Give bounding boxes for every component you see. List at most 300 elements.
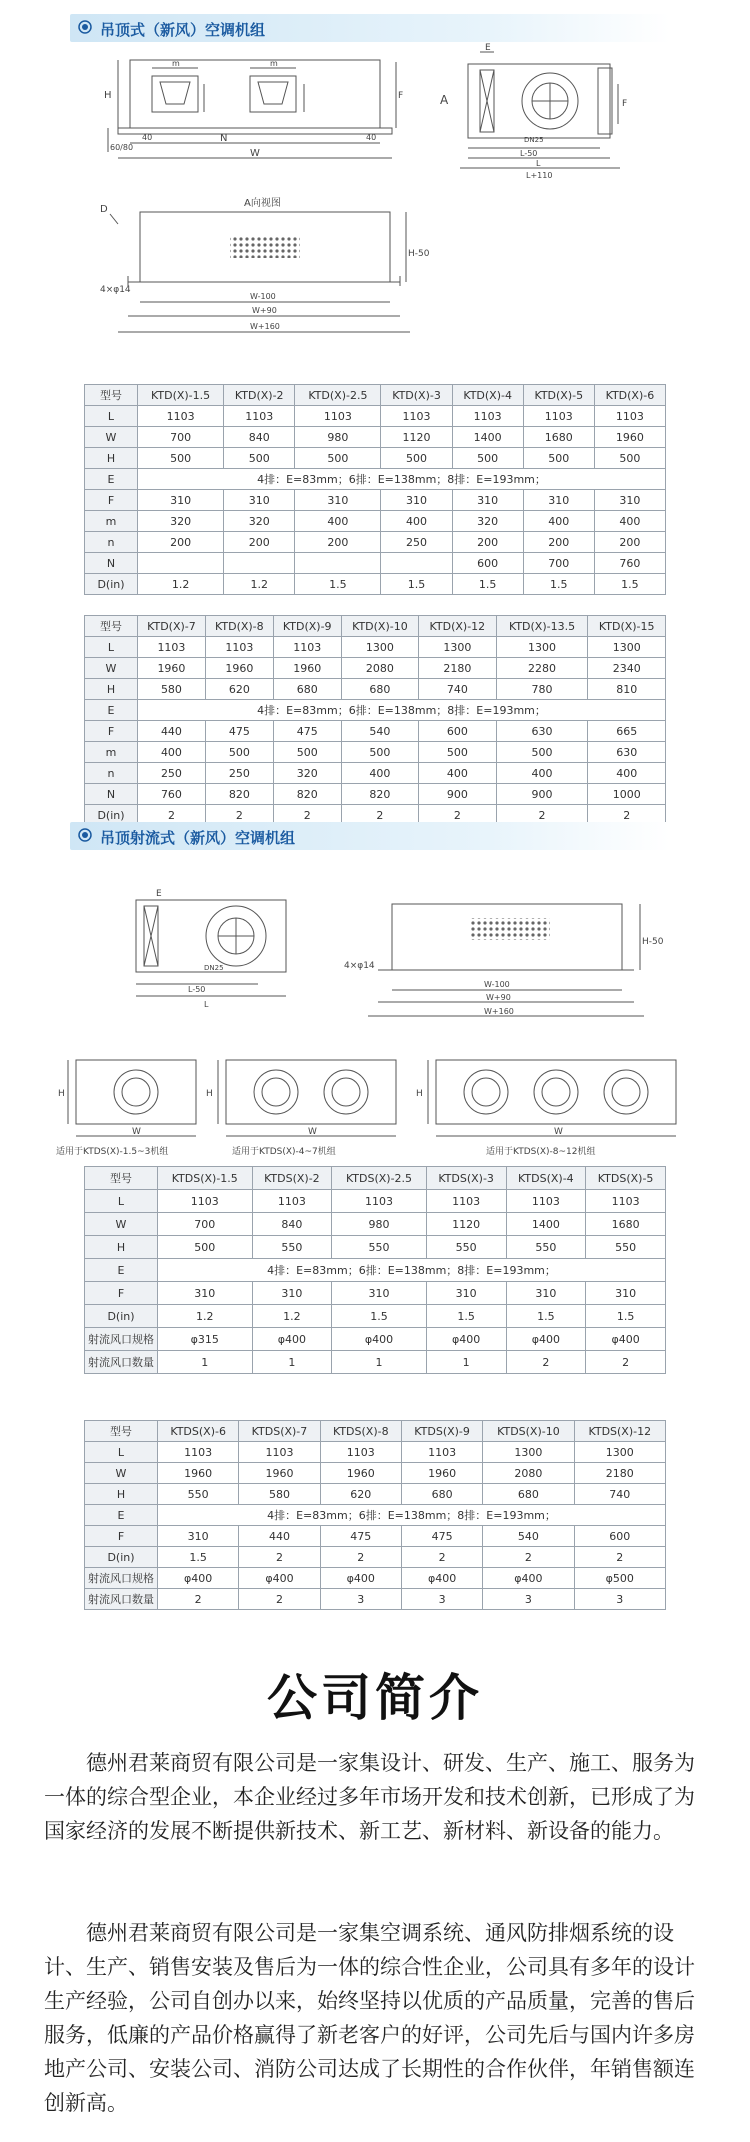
row-label-cell: n bbox=[85, 763, 138, 784]
label-a-view: A向视图 bbox=[244, 198, 281, 209]
table-cell: 1960 bbox=[273, 658, 341, 679]
table-cell: 3 bbox=[401, 1589, 482, 1610]
table-cell: 200 bbox=[523, 532, 594, 553]
table-cell: 680 bbox=[341, 679, 418, 700]
table-cell: 1960 bbox=[239, 1463, 320, 1484]
table-cell: 500 bbox=[138, 448, 224, 469]
table-cell: 1103 bbox=[332, 1190, 427, 1213]
table-cell: 1.5 bbox=[586, 1305, 666, 1328]
caption-fv3: 适用于KTDS(X)-8~12机组 bbox=[486, 1147, 596, 1157]
header-model-cell: KTDS(X)-5 bbox=[586, 1167, 666, 1190]
table-cell: 400 bbox=[496, 763, 588, 784]
table-row bbox=[85, 763, 666, 784]
table-cell: 1 bbox=[426, 1351, 506, 1374]
table-cell: 475 bbox=[205, 721, 273, 742]
header-model-cell: KTDS(X)-12 bbox=[574, 1421, 665, 1442]
table-cell: 2180 bbox=[574, 1463, 665, 1484]
table-cell: 2 bbox=[574, 1547, 665, 1568]
table-cell: 310 bbox=[138, 490, 224, 511]
table-cell: 1.5 bbox=[381, 574, 452, 595]
table-row bbox=[85, 406, 666, 427]
table-cell: 550 bbox=[158, 1484, 239, 1505]
table-cell bbox=[381, 553, 452, 574]
caption-fv1: 适用于KTDS(X)-1.5~3机组 bbox=[56, 1147, 169, 1157]
table-cell: 1960 bbox=[205, 658, 273, 679]
label-m-2: m bbox=[270, 59, 278, 68]
label-E: E bbox=[485, 43, 491, 53]
row-label-cell: F bbox=[85, 721, 138, 742]
row-label-cell: E bbox=[85, 469, 138, 490]
table-cell: 200 bbox=[138, 532, 224, 553]
table-cell: 1103 bbox=[426, 1190, 506, 1213]
table-cell: 1103 bbox=[381, 406, 452, 427]
row-label-cell: D(in) bbox=[85, 574, 138, 595]
header-model-cell: KTDS(X)-10 bbox=[483, 1421, 574, 1442]
header-model-cell: KTD(X)-3 bbox=[381, 385, 452, 406]
table-cell: 900 bbox=[419, 784, 496, 805]
table-header-row bbox=[85, 1421, 666, 1442]
table-cell: 1300 bbox=[483, 1442, 574, 1463]
spec-table-ktds-1 bbox=[84, 1166, 666, 1374]
table-cell: 980 bbox=[332, 1213, 427, 1236]
table-cell: 400 bbox=[588, 763, 666, 784]
table-cell: 4排：E=83mm；6排：E=138mm；8排：E=193mm； bbox=[138, 700, 666, 721]
table-row bbox=[85, 679, 666, 700]
row-label-cell: D(in) bbox=[85, 1547, 158, 1568]
table-cell: 1960 bbox=[320, 1463, 401, 1484]
table-cell: 540 bbox=[483, 1526, 574, 1547]
table-cell: 1 bbox=[158, 1351, 253, 1374]
table-cell: 500 bbox=[419, 742, 496, 763]
table-cell: 1103 bbox=[224, 406, 295, 427]
table-cell: 1103 bbox=[295, 406, 381, 427]
table-cell: φ400 bbox=[320, 1568, 401, 1589]
table-cell: 580 bbox=[239, 1484, 320, 1505]
table-cell: 200 bbox=[295, 532, 381, 553]
table-cell: φ315 bbox=[158, 1328, 253, 1351]
table-cell: 2180 bbox=[419, 658, 496, 679]
table-cell: 310 bbox=[158, 1526, 239, 1547]
row-label-cell: W bbox=[85, 658, 138, 679]
table-row bbox=[85, 1505, 666, 1526]
table-cell: 1.2 bbox=[252, 1305, 332, 1328]
table-cell: φ400 bbox=[483, 1568, 574, 1589]
header-model-cell: KTDS(X)-2 bbox=[252, 1167, 332, 1190]
label-A-arrow: A bbox=[440, 93, 449, 107]
table-cell: 760 bbox=[594, 553, 665, 574]
table-cell: 550 bbox=[506, 1236, 586, 1259]
table-cell: 700 bbox=[523, 553, 594, 574]
header-model-cell: KTD(X)-4 bbox=[452, 385, 523, 406]
label-F-front: F bbox=[398, 91, 404, 101]
table-cell: 1120 bbox=[381, 427, 452, 448]
table-cell: 1103 bbox=[138, 406, 224, 427]
table-cell: 1.5 bbox=[332, 1305, 427, 1328]
row-label-cell: E bbox=[85, 1259, 158, 1282]
table-cell: 250 bbox=[381, 532, 452, 553]
label-W-90-jet: W+90 bbox=[486, 993, 511, 1002]
table-cell: 1300 bbox=[419, 637, 496, 658]
table-cell: 3 bbox=[483, 1589, 574, 1610]
table-cell: 500 bbox=[158, 1236, 253, 1259]
table-cell: 700 bbox=[158, 1213, 253, 1236]
table-row bbox=[85, 511, 666, 532]
table-cell: 550 bbox=[252, 1236, 332, 1259]
table-cell: 780 bbox=[496, 679, 588, 700]
header-model-cell: KTD(X)-6 bbox=[594, 385, 665, 406]
table-cell: 2 bbox=[401, 1547, 482, 1568]
table-cell: 540 bbox=[341, 721, 418, 742]
row-label-cell: N bbox=[85, 553, 138, 574]
table-cell: 500 bbox=[381, 448, 452, 469]
row-label-cell: W bbox=[85, 1463, 158, 1484]
table-cell: 500 bbox=[452, 448, 523, 469]
table-cell: 2 bbox=[205, 805, 273, 826]
table-cell: 500 bbox=[341, 742, 418, 763]
table-row bbox=[85, 553, 666, 574]
table-cell: 820 bbox=[341, 784, 418, 805]
table-cell: 400 bbox=[341, 763, 418, 784]
label-W-fv3: W bbox=[554, 1127, 563, 1137]
table-cell: 400 bbox=[523, 511, 594, 532]
table-row bbox=[85, 427, 666, 448]
label-W-160-jet: W+160 bbox=[484, 1007, 514, 1016]
table-header-row bbox=[85, 616, 666, 637]
label-dn25: DN25 bbox=[524, 136, 544, 144]
section-header-jet-unit bbox=[70, 822, 670, 850]
row-label-cell: L bbox=[85, 637, 138, 658]
table-cell: 620 bbox=[205, 679, 273, 700]
table-cell: 440 bbox=[239, 1526, 320, 1547]
table-cell: 500 bbox=[594, 448, 665, 469]
jet-side-view-drawing bbox=[108, 876, 308, 1016]
table-cell: 1103 bbox=[158, 1442, 239, 1463]
header-model-cell: KTDS(X)-7 bbox=[239, 1421, 320, 1442]
header-model-cell: KTD(X)-10 bbox=[341, 616, 418, 637]
table-row bbox=[85, 1526, 666, 1547]
table-cell: 900 bbox=[496, 784, 588, 805]
table-cell: 1.5 bbox=[158, 1547, 239, 1568]
table-cell: 250 bbox=[205, 763, 273, 784]
table-cell: 200 bbox=[452, 532, 523, 553]
table-cell: 550 bbox=[586, 1236, 666, 1259]
label-W-160: W+160 bbox=[250, 322, 280, 331]
table-cell: 1960 bbox=[401, 1463, 482, 1484]
company-intro-title: 公司简介 bbox=[267, 1669, 483, 1727]
table-cell: 310 bbox=[594, 490, 665, 511]
section-header-ceiling-unit bbox=[70, 14, 670, 42]
label-dn25-jet: DN25 bbox=[204, 964, 224, 972]
label-W-90: W+90 bbox=[252, 306, 277, 315]
table-row bbox=[85, 1305, 666, 1328]
row-label-cell: H bbox=[85, 448, 138, 469]
table-cell: φ400 bbox=[586, 1328, 666, 1351]
table-cell: 1103 bbox=[523, 406, 594, 427]
table-cell: 600 bbox=[419, 721, 496, 742]
spec-table-ktd-2 bbox=[84, 615, 666, 826]
header-model-cell: KTD(X)-12 bbox=[419, 616, 496, 637]
table-cell: 310 bbox=[381, 490, 452, 511]
header-model-cell: KTD(X)-1.5 bbox=[138, 385, 224, 406]
label-E-jet: E bbox=[156, 889, 162, 899]
table-cell: 2 bbox=[586, 1351, 666, 1374]
table-cell: 200 bbox=[224, 532, 295, 553]
table-cell: 740 bbox=[419, 679, 496, 700]
table-cell: 2 bbox=[158, 1589, 239, 1610]
table-header-row bbox=[85, 385, 666, 406]
table-row bbox=[85, 1568, 666, 1589]
label-40-right: 40 bbox=[366, 133, 377, 142]
table-cell: 310 bbox=[523, 490, 594, 511]
jet-a-view-drawing bbox=[344, 890, 664, 1030]
label-60-80: 60/80 bbox=[110, 143, 134, 152]
table-cell: 2 bbox=[419, 805, 496, 826]
table-cell: 630 bbox=[588, 742, 666, 763]
table-cell: 1300 bbox=[574, 1442, 665, 1463]
table-cell: 980 bbox=[295, 427, 381, 448]
table-row bbox=[85, 1351, 666, 1374]
table-cell: 810 bbox=[588, 679, 666, 700]
header-model-cell: KTD(X)-8 bbox=[205, 616, 273, 637]
table-cell: 820 bbox=[205, 784, 273, 805]
table-cell: φ400 bbox=[252, 1328, 332, 1351]
row-label-cell: N bbox=[85, 784, 138, 805]
spec-table-ktd-1 bbox=[84, 384, 666, 595]
table-cell: 500 bbox=[224, 448, 295, 469]
label-W-fv1: W bbox=[132, 1127, 141, 1137]
row-label-cell: F bbox=[85, 490, 138, 511]
table-cell: φ500 bbox=[574, 1568, 665, 1589]
table-cell: 680 bbox=[273, 679, 341, 700]
header-model-cell: KTDS(X)-6 bbox=[158, 1421, 239, 1442]
header-model-label: 型号 bbox=[85, 1421, 158, 1442]
circle-bullet-icon bbox=[78, 828, 92, 842]
table-cell: 2 bbox=[341, 805, 418, 826]
table-row bbox=[85, 1484, 666, 1505]
header-model-label: 型号 bbox=[85, 385, 138, 406]
header-model-cell: KTD(X)-7 bbox=[138, 616, 206, 637]
table-cell: 310 bbox=[252, 1282, 332, 1305]
row-label-cell: H bbox=[85, 679, 138, 700]
label-H-50-jet: H-50 bbox=[642, 937, 664, 947]
header-model-cell: KTDS(X)-4 bbox=[506, 1167, 586, 1190]
table-cell: 1960 bbox=[158, 1463, 239, 1484]
table-cell: 4排：E=83mm；6排：E=138mm；8排：E=193mm； bbox=[158, 1505, 666, 1526]
table-cell: 1.5 bbox=[452, 574, 523, 595]
table-cell: 1.5 bbox=[523, 574, 594, 595]
table-cell: 1103 bbox=[239, 1442, 320, 1463]
section-title: 吊顶式（新风）空调机组 bbox=[100, 21, 266, 39]
table-cell: 400 bbox=[419, 763, 496, 784]
table-cell: 550 bbox=[332, 1236, 427, 1259]
table-cell: 1103 bbox=[594, 406, 665, 427]
table-cell: 2080 bbox=[483, 1463, 574, 1484]
table-cell: 200 bbox=[594, 532, 665, 553]
table-cell: φ400 bbox=[506, 1328, 586, 1351]
table-cell: 1680 bbox=[523, 427, 594, 448]
row-label-cell: H bbox=[85, 1236, 158, 1259]
table-cell: 1960 bbox=[138, 658, 206, 679]
table-cell: 2 bbox=[273, 805, 341, 826]
header-model-cell: KTD(X)-5 bbox=[523, 385, 594, 406]
table-cell: 400 bbox=[295, 511, 381, 532]
table-cell: 2340 bbox=[588, 658, 666, 679]
table-row bbox=[85, 784, 666, 805]
table-cell: 475 bbox=[320, 1526, 401, 1547]
table-cell: 320 bbox=[273, 763, 341, 784]
table-cell: 600 bbox=[574, 1526, 665, 1547]
table-cell: 500 bbox=[295, 448, 381, 469]
table-cell: 2 bbox=[506, 1351, 586, 1374]
table-cell: φ400 bbox=[158, 1568, 239, 1589]
table-row bbox=[85, 742, 666, 763]
table-cell: 500 bbox=[273, 742, 341, 763]
label-H-fv2: H bbox=[206, 1089, 213, 1099]
label-H-fv3: H bbox=[416, 1089, 423, 1099]
table-cell: 1.5 bbox=[426, 1305, 506, 1328]
label-F-side: F bbox=[622, 99, 628, 109]
table-cell: 475 bbox=[273, 721, 341, 742]
table-cell: φ400 bbox=[239, 1568, 320, 1589]
table-cell: 1.5 bbox=[295, 574, 381, 595]
row-label-cell: E bbox=[85, 1505, 158, 1526]
row-label-cell: 射流风口规格 bbox=[85, 1568, 158, 1589]
table-cell: 500 bbox=[496, 742, 588, 763]
header-model-cell: KTDS(X)-9 bbox=[401, 1421, 482, 1442]
table-cell: 310 bbox=[506, 1282, 586, 1305]
label-N: N bbox=[220, 133, 228, 144]
label-holes: 4×φ14 bbox=[100, 285, 131, 295]
header-model-cell: KTDS(X)-3 bbox=[426, 1167, 506, 1190]
label-L: L bbox=[536, 159, 541, 168]
row-label-cell: W bbox=[85, 427, 138, 448]
company-intro-paragraph-2: 德州君莱商贸有限公司是一家集空调系统、通风防排烟系统的设计、生产、销售安装及售后为一体的综合性企业，公司具有多年的设计生产经验，公司自创办以来，始终坚持以优质的产品质量，完善的售后服务，低廉的产品价格赢得了新老客户的好评，公司先后与国内许多房地产公司、安装公司、消防公司达成了长期性的合作伙伴，年销售额连创新高。 bbox=[44, 1921, 695, 2115]
table-cell: 665 bbox=[588, 721, 666, 742]
table-cell: 310 bbox=[452, 490, 523, 511]
table-cell: 1103 bbox=[401, 1442, 482, 1463]
section-title: 吊顶射流式（新风）空调机组 bbox=[100, 829, 296, 847]
table-row bbox=[85, 1213, 666, 1236]
table-cell: 4排：E=83mm；6排：E=138mm；8排：E=193mm； bbox=[158, 1259, 666, 1282]
label-W-fv2: W bbox=[308, 1127, 317, 1137]
table-cell bbox=[224, 553, 295, 574]
table-cell: 3 bbox=[574, 1589, 665, 1610]
company-intro-paragraph-1: 德州君莱商贸有限公司是一家集设计、研发、生产、施工、服务为一体的综合型企业，本企业经过多年市场开发和技术创新，已形成了为国家经济的发展不断提供新技术、新工艺、新材料、新设备的能力。 bbox=[44, 1751, 695, 1843]
table-cell: 550 bbox=[426, 1236, 506, 1259]
table-cell: 1960 bbox=[594, 427, 665, 448]
table-cell: 2280 bbox=[496, 658, 588, 679]
row-label-cell: 射流风口规格 bbox=[85, 1328, 158, 1351]
table-cell: 1120 bbox=[426, 1213, 506, 1236]
table-cell: 1.2 bbox=[138, 574, 224, 595]
row-label-cell: L bbox=[85, 406, 138, 427]
header-model-cell: KTDS(X)-8 bbox=[320, 1421, 401, 1442]
table-cell bbox=[138, 553, 224, 574]
caption-fv2: 适用于KTDS(X)-4~7机组 bbox=[232, 1147, 336, 1157]
row-label-cell: D(in) bbox=[85, 805, 138, 826]
label-L-50-jet: L-50 bbox=[188, 985, 206, 994]
table-cell: 1.5 bbox=[506, 1305, 586, 1328]
front-view-drawing bbox=[100, 48, 430, 180]
table-cell: 310 bbox=[586, 1282, 666, 1305]
table-cell: 400 bbox=[381, 511, 452, 532]
label-holes-jet: 4×φ14 bbox=[344, 961, 375, 971]
table-cell: 310 bbox=[295, 490, 381, 511]
side-view-drawing bbox=[440, 44, 640, 184]
table-row bbox=[85, 637, 666, 658]
header-model-cell: KTD(X)-2.5 bbox=[295, 385, 381, 406]
table-cell: 500 bbox=[205, 742, 273, 763]
table-cell: 1103 bbox=[252, 1190, 332, 1213]
row-label-cell: F bbox=[85, 1526, 158, 1547]
table-row bbox=[85, 1442, 666, 1463]
table-cell: 840 bbox=[224, 427, 295, 448]
row-label-cell: W bbox=[85, 1213, 158, 1236]
table-cell: 320 bbox=[224, 511, 295, 532]
table-cell: 1103 bbox=[138, 637, 206, 658]
table-cell: 620 bbox=[320, 1484, 401, 1505]
table-cell: 320 bbox=[138, 511, 224, 532]
table-row bbox=[85, 1547, 666, 1568]
row-label-cell: 射流风口数量 bbox=[85, 1351, 158, 1374]
table-cell: 820 bbox=[273, 784, 341, 805]
table-row bbox=[85, 532, 666, 553]
table-row bbox=[85, 1328, 666, 1351]
table-row bbox=[85, 1589, 666, 1610]
label-40-left: 40 bbox=[142, 133, 153, 142]
label-W: W bbox=[250, 148, 260, 159]
table-cell: 310 bbox=[332, 1282, 427, 1305]
table-cell: 2 bbox=[483, 1547, 574, 1568]
table-row bbox=[85, 448, 666, 469]
circle-bullet-icon bbox=[78, 20, 92, 34]
table-row bbox=[85, 1236, 666, 1259]
table-cell: 3 bbox=[320, 1589, 401, 1610]
table-row bbox=[85, 1282, 666, 1305]
table-cell: 310 bbox=[426, 1282, 506, 1305]
table-row bbox=[85, 469, 666, 490]
table-cell: 1.5 bbox=[594, 574, 665, 595]
table-cell: 630 bbox=[496, 721, 588, 742]
a-view-drawing bbox=[100, 194, 430, 350]
table-cell: 1103 bbox=[205, 637, 273, 658]
table-row bbox=[85, 658, 666, 679]
table-cell: 1103 bbox=[452, 406, 523, 427]
row-label-cell: 射流风口数量 bbox=[85, 1589, 158, 1610]
table-cell: 320 bbox=[452, 511, 523, 532]
table-cell: 250 bbox=[138, 763, 206, 784]
table-row bbox=[85, 1259, 666, 1282]
table-row bbox=[85, 490, 666, 511]
header-model-cell: KTDS(X)-2.5 bbox=[332, 1167, 427, 1190]
label-W-100-jet: W-100 bbox=[484, 980, 510, 989]
row-label-cell: L bbox=[85, 1190, 158, 1213]
table-cell: 1103 bbox=[320, 1442, 401, 1463]
table-cell: 1400 bbox=[452, 427, 523, 448]
table-row bbox=[85, 1463, 666, 1484]
table-cell: 680 bbox=[483, 1484, 574, 1505]
table-cell: 1300 bbox=[588, 637, 666, 658]
table-cell: 310 bbox=[158, 1282, 253, 1305]
table-cell: 740 bbox=[574, 1484, 665, 1505]
table-cell: 760 bbox=[138, 784, 206, 805]
label-m-1: m bbox=[172, 59, 180, 68]
table-cell: 2080 bbox=[341, 658, 418, 679]
table-row bbox=[85, 574, 666, 595]
table-cell: φ400 bbox=[426, 1328, 506, 1351]
label-L-jet: L bbox=[204, 1000, 209, 1009]
table-cell: 1300 bbox=[496, 637, 588, 658]
